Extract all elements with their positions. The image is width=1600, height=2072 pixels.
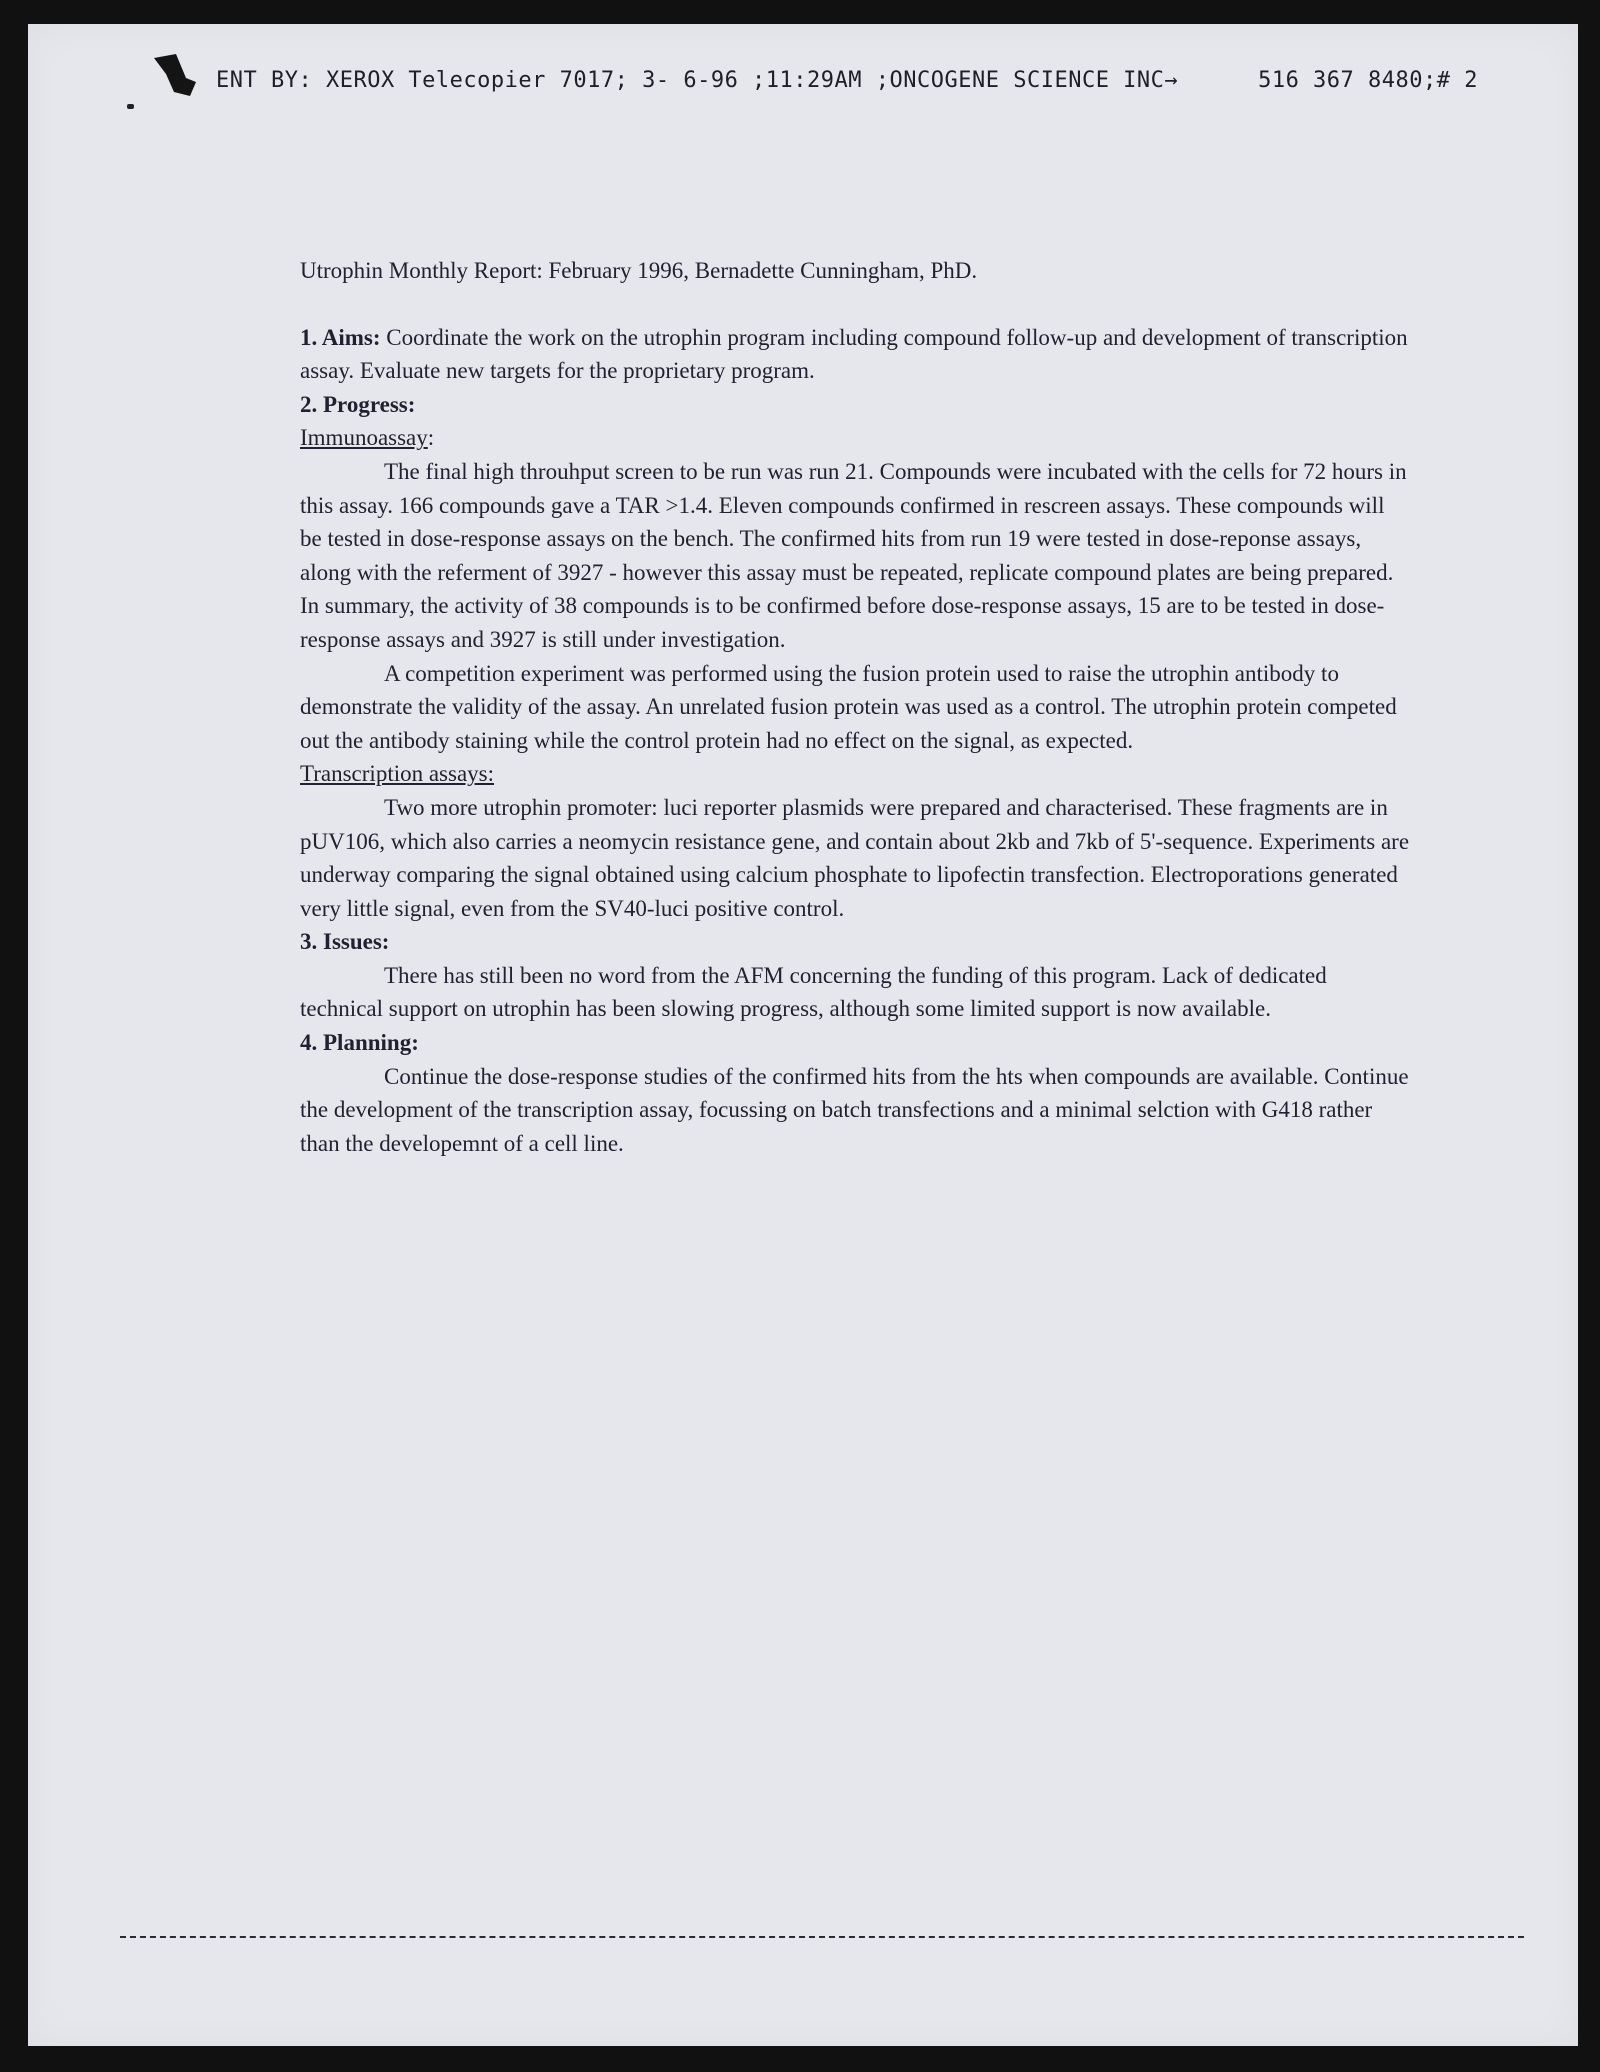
report-body	[300, 254, 1410, 1160]
immunoassay-subheading-label: Immunoassay	[300, 425, 428, 451]
report-title: Utrophin Monthly Report: February 1996, Bernadette Cunningham, PhD.	[300, 258, 978, 283]
planning-heading: 4. Planning:	[300, 1030, 419, 1056]
stray-mark-icon	[127, 104, 134, 109]
transcription-paragraph: Two more utrophin promoter: luci reporter plasmids were prepared and characterised. These fragments are in pUV106, which also carries a neomycin resistance gene, and contain about 2kb and 7kb of 5'-sequence. Experiments are underway comparing the signal obtained using calcium phosphate to lipofectin transfection. Electroporations generated very little signal, even from the SV40-luci positive control.	[300, 794, 1410, 921]
aims-heading: 1. Aims:	[300, 324, 381, 350]
document-page	[28, 24, 1578, 2046]
immunoassay-subheading	[300, 421, 1410, 455]
issues-heading: 3. Issues:	[300, 929, 390, 955]
immunoassay-subheading-colon: :	[427, 425, 435, 451]
aims-section	[300, 321, 1410, 388]
fax-header	[188, 68, 1478, 98]
progress-heading: 2. Progress:	[300, 391, 416, 417]
planning-paragraph: Continue the dose-response studies of the confirmed hits from the hts when compounds are available. Continue the development of the transcription assay, focussing on batch transfections and a minimal selction with G418 rather than the developemnt of a cell line.	[300, 1063, 1409, 1156]
fax-header-sender: ENT BY: XEROX Telecopier 7017; 3- 6-96 ;11:29AM ;ONCOGENE SCIENCE INC→	[216, 68, 1179, 93]
transcription-subheading: Transcription assays:	[300, 761, 495, 787]
page-bottom-rule	[120, 1936, 1524, 1938]
issues-paragraph: There has still been no word from the AFM concerning the funding of this program. Lack of dedicated technical support on utrophin has been slowing progress, although some limited support is now available.	[300, 962, 1327, 1022]
immunoassay-paragraph-2: A competition experiment was performed using the fusion protein used to raise the utrophin antibody to demonstrate the validity of the assay. An unrelated fusion protein was used as a control. The utrophin protein competed out the antibody staining while the control protein had no effect on the signal, as expected.	[300, 660, 1397, 753]
aims-text: Coordinate the work on the utrophin program including compound follow-up and development of transcription assay. Evaluate new targets for the proprietary program.	[300, 324, 1408, 384]
fax-header-number: 516 367 8480;# 2	[1258, 68, 1478, 93]
immunoassay-paragraph-1: The final high throuhput screen to be run was run 21. Compounds were incubated with the cells for 72 hours in this assay. 166 compounds gave a TAR >1.4. Eleven compounds confirmed in rescreen assays. These compounds will be tested in dose-response assays on the bench. The confirmed hits from run 19 were tested in dose-reponse assays, along with the referment of 3927 - however this assay must be repeated, replicate compound plates are being prepared. In summary, the activity of 38 compounds is to be confirmed before dose-response assays, 15 are to be tested in dose-response assays and 3927 is still under investigation.	[300, 458, 1407, 652]
